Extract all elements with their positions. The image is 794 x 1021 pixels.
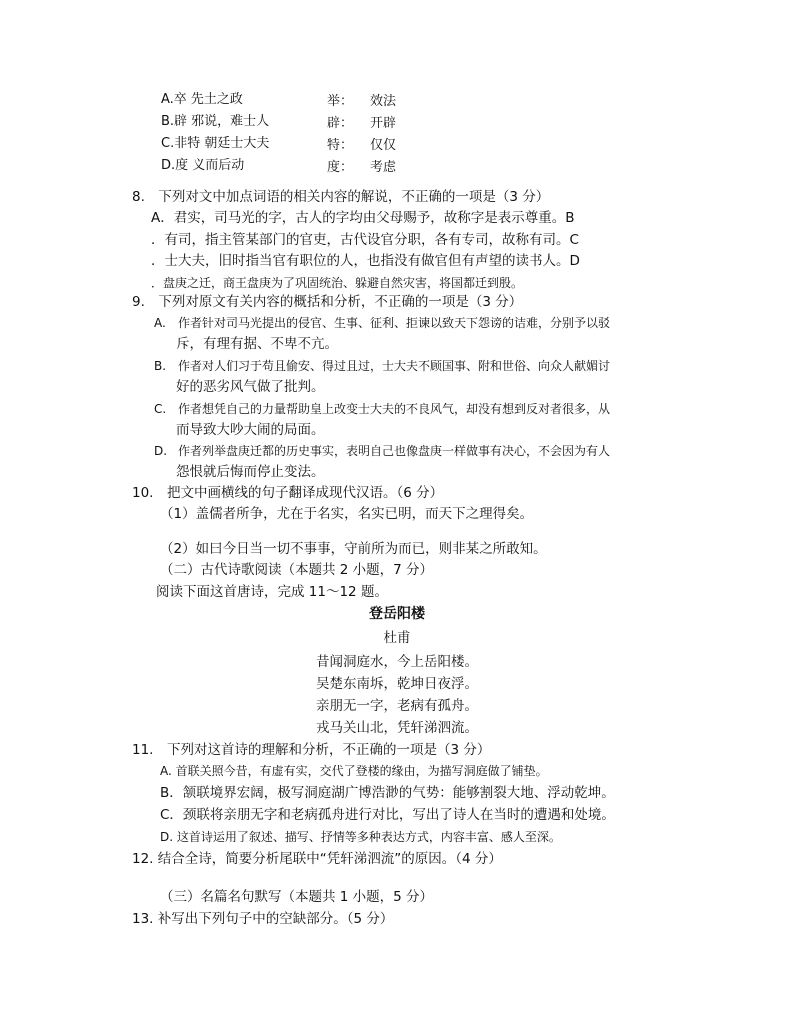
q7-option-c-word: 特： — [327, 138, 354, 153]
q8-line-2: ．有司，指主管某部门的官吏，古代设官分职，各有专司，故称有司。C — [151, 232, 579, 248]
q9-option-c-line-1: 作者想凭自己的力量帮助皇上改变士大夫的不良风气，却没有想到反对者很多，从 — [178, 402, 611, 416]
q9-option-b-label: B. — [154, 359, 167, 373]
q11-option-b: B．颔联境界宏阔，极写洞庭湖广博浩渺的气势：能够割裂大地、浮动乾坤。 — [160, 785, 615, 801]
q7-option-d-meaning: 考虑 — [370, 160, 397, 175]
q9-option-d-label: D. — [154, 444, 168, 458]
q7-option-c-text: C.非特 朝廷士大夫 — [161, 136, 270, 151]
q12-stem: 12. 结合全诗，简要分析尾联中“凭轩涕泗流”的原因。（4 分） — [132, 851, 502, 867]
q7-option-c-meaning: 仅仅 — [370, 138, 397, 153]
q10-sentence-1: （1）盖儒者所争，尤在于名实，名实已明，而天下之理得矣。 — [160, 506, 534, 522]
poem-line-3: 亲朋无一字，老病有孤舟。 — [316, 698, 478, 714]
q7-option-b-meaning: 开辟 — [370, 116, 397, 131]
q9-option-d-line-1: 作者列举盘庚迁都的历史事实，表明自己也像盘庚一样做事有决心，不会因为有人 — [178, 444, 611, 458]
q10-stem: 10. 把文中画横线的句子翻译成现代汉语。（6 分） — [132, 485, 444, 501]
q9-option-b-line-2: 好的恶劣风气做了批判。 — [176, 379, 325, 395]
q8-line-4: ．盘庚之迁，商王盘庚为了巩固统治、躲避自然灾害，将国都迁到殷。 — [151, 276, 524, 290]
poem-line-4: 戎马关山北，凭轩涕泗流。 — [316, 720, 478, 736]
section-2-intro: 阅读下面这首唐诗，完成 11～12 题。 — [156, 584, 388, 600]
q10-sentence-2: （2）如曰今日当一切不事事，守前所为而已，则非某之所敢知。 — [160, 541, 547, 557]
q7-option-a-text: A.卒 先土之政 — [161, 92, 243, 107]
q7-option-a-word: 举： — [327, 94, 354, 109]
q11-option-c: C．颈联将亲朋无字和老病孤舟进行对比，写出了诗人在当时的遭遇和处境。 — [160, 807, 615, 823]
poem-title: 登岳阳楼 — [369, 606, 425, 622]
q8-line-3: ．士大夫，旧时指当官有职位的人，也指没有做官但有声望的读书人。D — [151, 253, 580, 269]
q13-stem: 13. 补写出下列句子中的空缺部分。（5 分） — [132, 911, 394, 927]
poem-author: 杜甫 — [383, 630, 411, 646]
q9-stem: 9. 下列对原文有关内容的概括和分析，不正确的一项是（3 分） — [132, 294, 523, 310]
q9-option-a-line-2: 斥，有理有据、不卑不亢。 — [176, 336, 338, 352]
q11-option-a: A. 首联关照今昔，有虚有实，交代了登楼的缘由，为描写洞庭做了铺垫。 — [160, 764, 548, 778]
q11-option-d: D. 这首诗运用了叙述、描写、抒情等多种表达方式，内容丰富、感人至深。 — [160, 830, 561, 844]
q7-option-b-text: B.辟 邪说，难士人 — [161, 114, 270, 129]
q9-option-a-line-1: 作者针对司马光提出的侵官、生事、征利、拒谏以致天下怨谤的诘难，分别予以驳 — [178, 316, 611, 330]
q9-option-c-label: C. — [154, 402, 167, 416]
q9-option-c-line-2: 而导致大吵大闹的局面。 — [176, 422, 325, 438]
section-3-heading: （三）名篇名句默写（本题共 1 小题，5 分） — [160, 889, 434, 905]
q9-option-d-line-2: 怨恨就后悔而停止变法。 — [176, 464, 325, 480]
poem-line-1: 昔闻洞庭水，今上岳阳楼。 — [316, 654, 478, 670]
q7-option-a-meaning: 效法 — [370, 94, 397, 109]
q8-line-1: A．君实，司马光的字，古人的字均由父母赐予，故称字是表示尊重。B — [151, 210, 575, 226]
q9-option-a-label: A. — [154, 316, 166, 330]
section-2-heading: （二）古代诗歌阅读（本题共 2 小题，7 分） — [160, 562, 434, 578]
poem-line-2: 吴楚东南坼，乾坤日夜浮。 — [316, 676, 478, 692]
q11-stem: 11. 下列对这首诗的理解和分析，不正确的一项是（3 分） — [132, 742, 491, 758]
q7-option-b-word: 辟： — [327, 116, 354, 131]
q8-stem: 8. 下列对文中加点词语的相关内容的解说，不正确的一项是（3 分） — [132, 189, 550, 205]
q7-option-d-text: D.度 义而后动 — [161, 158, 245, 173]
q9-option-b-line-1: 作者对人们习于苟且偷安、得过且过，士大夫不顾国事、附和世俗、向众人献媚讨 — [178, 359, 611, 373]
q7-option-d-word: 度： — [327, 160, 354, 175]
